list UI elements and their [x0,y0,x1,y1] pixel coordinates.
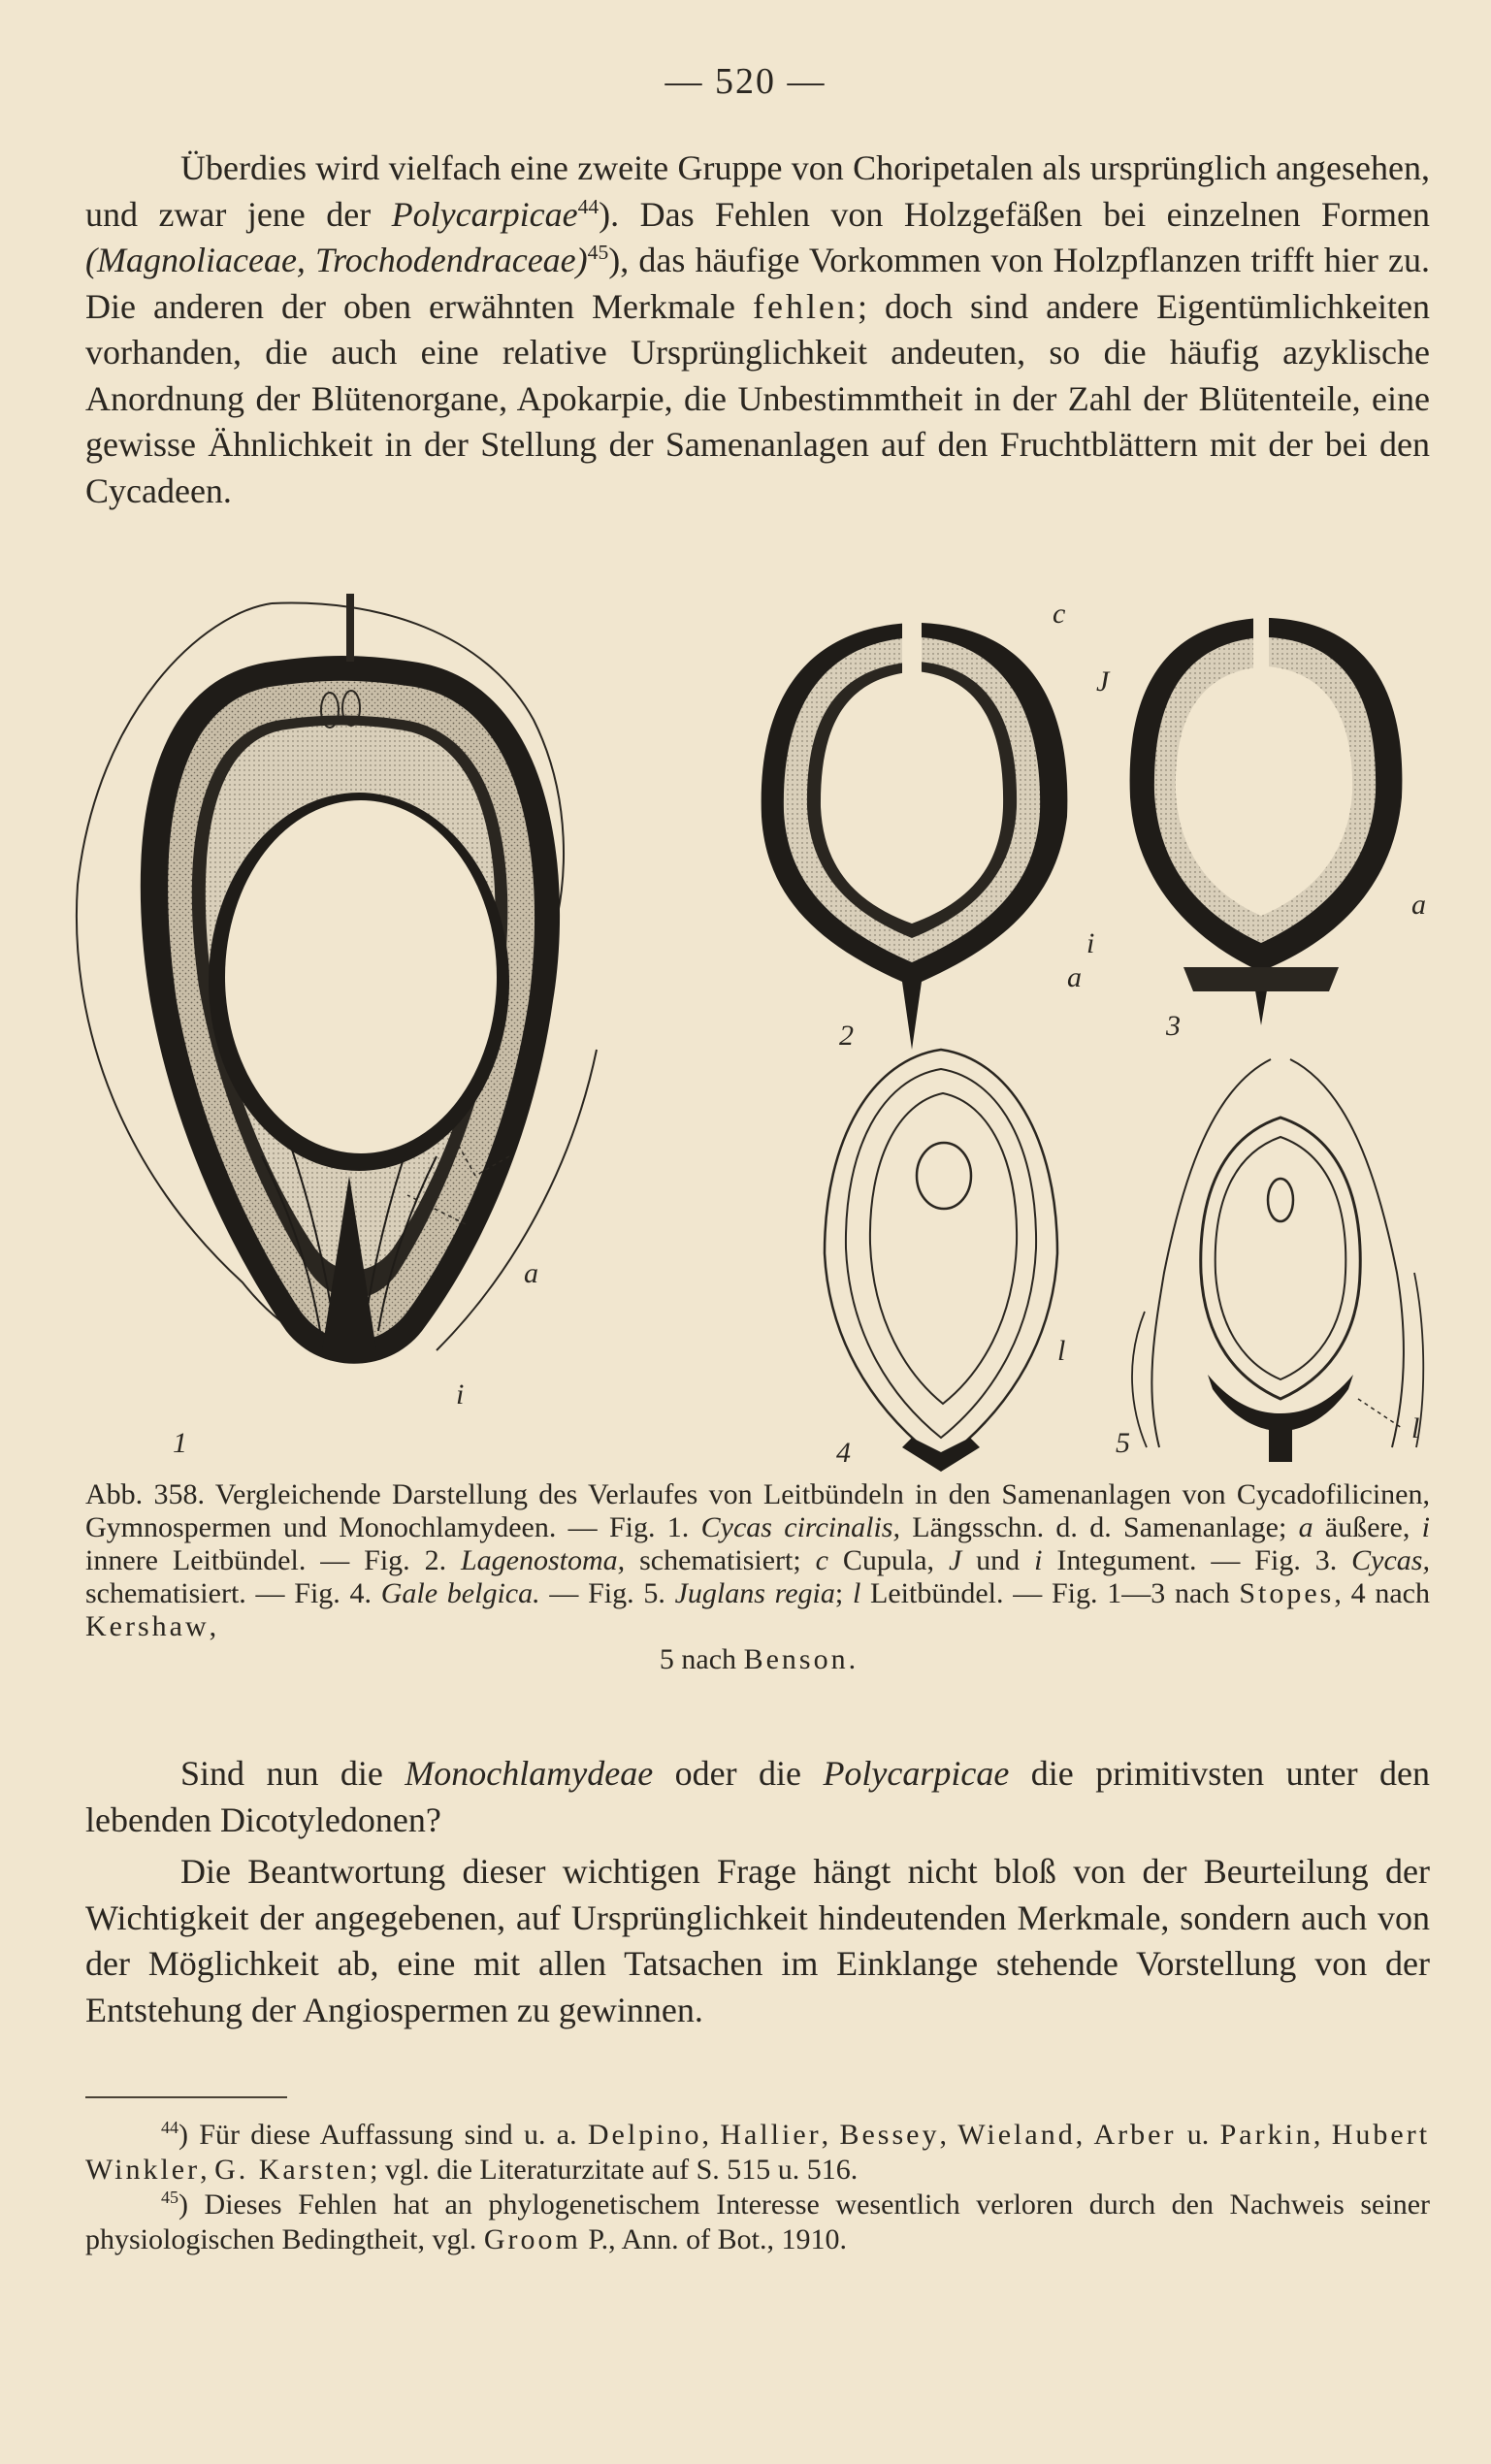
paragraph-text: ). Das Fehlen von Holzgefäßen bei einzelnen Formen [599,194,1430,234]
label-a: a [1411,889,1426,921]
footnote-text: , [200,2154,215,2186]
author-name: Arber [1093,2119,1177,2151]
footnote-44 [85,2118,1430,2188]
symbol: l [852,1577,861,1609]
figure-caption [85,1478,1430,1676]
caption-text: schematisiert. — Fig. 4. [85,1577,381,1609]
label-a: a [524,1257,538,1289]
page-number: — 520 — [664,61,827,102]
caption-text: — Fig. 5. [539,1577,675,1609]
author-name: Hubert Winkler [85,2119,1431,2186]
footnote-text: , [1313,2119,1332,2151]
caption-text: äußere, [1313,1511,1422,1543]
footnote-mark: 44 [161,2118,178,2137]
caption-text: Cupula, [827,1544,949,1576]
figure-number-label: 3 [1166,1010,1181,1042]
fig4-gale-belgica [825,1050,1065,1472]
symbol: i [1421,1511,1430,1543]
footnote-text: u. [1176,2119,1220,2151]
taxon-name: Polycarpicae [823,1754,1010,1793]
paragraph-text: Sind nun die [180,1754,405,1793]
fig1-cycas-ovule [77,594,597,1459]
caption-text: Integument. — Fig. 3. [1042,1544,1352,1576]
caption-text: Längsschn. d. d. Samenanlage; [899,1511,1299,1543]
author-name: Bessey [839,2119,940,2151]
taxon-name: Gale belgica. [380,1577,540,1609]
author-name: Groom [483,2223,581,2255]
footnote-divider [85,2096,287,2098]
caption-last-line [85,1643,1430,1676]
paragraph-polycarpicae [85,146,1430,514]
author-name: Stopes [1239,1577,1335,1609]
caption-text: und [961,1544,1035,1576]
symbol: i [1034,1544,1043,1576]
figure-number-label: 5 [1116,1427,1130,1459]
author-name: Hallier [720,2119,822,2151]
paragraph-text: ; doch sind andere Eigentümlichkeiten vorhanden, die auch eine relative Ursprünglichkeit andeuten, so die häufig azyklische Anordnung der Blütenorgane, Apokarpie, die Unbestimmtheit in der Zahl der Blütenteile, eine gewisse Ähnlichkeit in der Stellung der Samenanlagen auf den Fruchtblättern mit der bei den Cycadeen. [85,286,1430,510]
caption-text: schematisiert; [625,1544,816,1576]
symbol: a [1298,1511,1313,1543]
fig5-juglans-regia [1116,1059,1423,1462]
author-name: Kershaw [85,1610,210,1642]
caption-text: Abb. 358. Vergleichende Darstellung des Verlaufes von Leitbündeln in den Samenanlagen von Cycadofilicinen, Gymnospermen und Monochlamydeen. — Fig. 1. [85,1478,1430,1543]
footnote-text: , [1075,2119,1094,2151]
caption-text: , [209,1610,217,1642]
label-i: i [1086,927,1095,959]
footnote-text: , [821,2119,840,2151]
caption-text: . [848,1643,857,1675]
taxon-name: Lagenostoma, [461,1544,626,1576]
figure-number-label: 2 [839,1020,854,1052]
taxon-name: Cycas, [1351,1544,1430,1576]
taxon-name: Polycarpicae [391,194,578,234]
paragraph-question [85,1751,1430,2033]
footnote-mark: 45 [161,2188,178,2207]
figure-number-label: 4 [836,1437,851,1469]
paragraph-text: ), das häufige Vorkommen von Holzpflanzen trifft hier zu. Die anderen der oben erwähnten Merkmale [85,241,1430,326]
label-l: l [1057,1335,1066,1367]
figure-358 [68,594,1445,1472]
taxon-name: Monochlamydeae [405,1754,654,1793]
caption-text: ; [834,1577,853,1609]
author-name: Benson [743,1643,849,1675]
paragraph-text: Überdies wird vielfach eine zweite Gruppe von Choripetalen als ursprünglich angesehen, und zwar jene der [85,148,1430,234]
label-J: J [1096,665,1110,697]
figure-number-label: 1 [173,1427,187,1459]
footnote-text: , [701,2119,721,2151]
symbol: J [948,1544,962,1576]
footnote-text: ) Dieses Fehlen hat an phylogenetischem Interesse wesentlich verloren durch den Nachweis seiner physiologischen Bedingtheit, vgl. [85,2188,1430,2255]
caption-text: innere Leitbündel. — Fig. 2. [85,1544,461,1576]
symbol: c [815,1544,828,1576]
emphasized-word: fehlen [753,286,858,326]
footnote-45 [85,2188,1430,2257]
label-l: l [1411,1412,1420,1444]
footnote-text: , [939,2119,958,2151]
paragraph-text: Die Beantwortung dieser wichtigen Frage hängt nicht bloß von der Beurteilung der Wichtigkeit der angegebenen, auf Ursprünglichkeit hindeutenden Merkmale, sondern auch von der Möglichkeit ab, eine mit allen Tatsachen im Einklange stehende Vorstellung von der Entstehung der Angiospermen zu gewinnen. [85,1852,1430,2029]
label-i: i [456,1378,465,1410]
author-name: Wieland [957,2119,1076,2151]
caption-text: Leitbündel. — Fig. 1—3 nach [860,1577,1240,1609]
fig2-lagenostoma [762,598,1111,1052]
author-name: Delpino [587,2119,702,2151]
ovule-drawings [68,594,1445,1472]
footnote-ref[interactable]: 44 [577,194,600,218]
caption-text: , 4 nach [1334,1577,1430,1609]
taxon-name: Cycas circinalis, [700,1511,900,1543]
author-name: Parkin [1219,2119,1313,2151]
paragraph-text: oder die [653,1754,824,1793]
paragraph-text: die primitivsten unter den lebenden Dicotyledonen? [85,1754,1430,1839]
footnote-text: ; vgl. die Literaturzitate auf S. 515 u. 516. [370,2154,859,2186]
fig3-cycas [1130,608,1426,1042]
footnotes [85,2118,1430,2257]
taxon-name: (Magnoliaceae, Trochodendraceae) [85,241,588,279]
caption-text: 5 nach [659,1643,744,1675]
author-name: G. Karsten [214,2154,371,2186]
footnote-text: ) Für diese Auffassung sind u. a. [178,2119,588,2151]
footnote-text: P., Ann. of Bot., 1910. [580,2223,848,2255]
label-a: a [1067,961,1082,993]
label-c: c [1053,598,1066,630]
taxon-name: Juglans regia [674,1577,835,1609]
footnote-ref[interactable]: 45 [587,241,609,264]
